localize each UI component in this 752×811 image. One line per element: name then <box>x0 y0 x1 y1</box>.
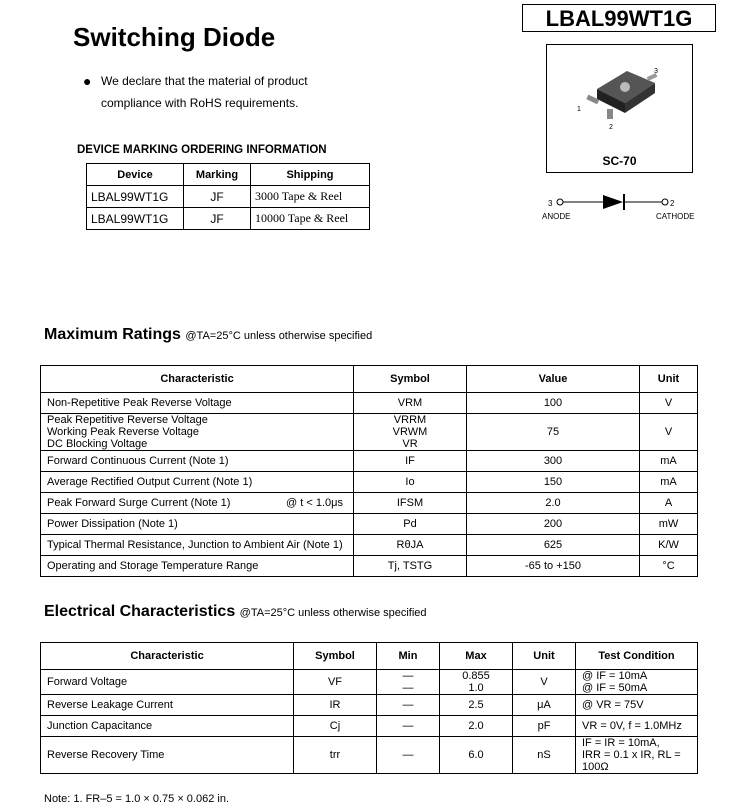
sc70-package-icon <box>586 71 657 119</box>
package-drawing <box>547 45 694 155</box>
mr-characteristic-cell <box>41 414 354 451</box>
mr-value: -65 to +150 <box>467 556 640 577</box>
mr-characteristic: Forward Continuous Current (Note 1) <box>47 455 229 467</box>
pin-label: 2 <box>609 124 613 131</box>
pin-label: 1 <box>577 106 581 113</box>
table-row <box>41 737 698 774</box>
mr-characteristic-cell <box>41 393 354 414</box>
mr-unit: A <box>640 493 698 514</box>
elec-heading <box>44 603 427 621</box>
marking-header-marking: Marking <box>184 164 251 186</box>
max-ratings-table <box>40 365 698 577</box>
mr-characteristic: Peak Repetitive Reverse Voltage Working Peak Reverse Voltage DC Blocking Voltage <box>47 414 208 450</box>
mr-unit: K/W <box>640 535 698 556</box>
note-label: Note: <box>44 793 71 805</box>
marking-cell: LBAL99WT1G <box>87 186 184 208</box>
marking-cell: 3000 Tape & Reel <box>251 186 370 208</box>
table-row <box>41 670 698 695</box>
mr-value: 100 <box>467 393 640 414</box>
bullet-dot-icon: ● <box>83 73 92 89</box>
max-ratings-heading <box>44 326 372 344</box>
rohs-bullet <box>83 70 363 114</box>
ec-test-condition: @ IF = 10mA @ IF = 50mA <box>576 670 698 695</box>
table-row <box>41 716 698 737</box>
mr-value: 150 <box>467 472 640 493</box>
ec-symbol: Cj <box>294 716 377 737</box>
mr-characteristic-cell <box>41 472 354 493</box>
mr-condition: @ t < 1.0μs <box>286 497 343 509</box>
marking-cell: LBAL99WT1G <box>87 208 184 230</box>
table-row <box>41 414 698 451</box>
elec-condition: @TA=25°C unless otherwise specified <box>239 607 427 619</box>
ec-characteristic: Junction Capacitance <box>41 716 294 737</box>
mr-symbol: Io <box>354 472 467 493</box>
mr-unit: V <box>640 414 698 451</box>
mr-symbol: Tj, TSTG <box>354 556 467 577</box>
mr-unit: mA <box>640 451 698 472</box>
package-name: SC-70 <box>602 154 637 168</box>
mr-value: 625 <box>467 535 640 556</box>
ec-header: Characteristic <box>41 643 294 670</box>
rohs-text: We declare that the material of product compliance with RoHS requirements. <box>101 74 308 110</box>
table-row <box>41 472 698 493</box>
mr-header: Unit <box>640 366 698 393</box>
mr-unit: mA <box>640 472 698 493</box>
ec-symbol: trr <box>294 737 377 774</box>
marking-section-title: DEVICE MARKING ORDERING INFORMATION <box>77 144 327 156</box>
mr-characteristic-cell <box>41 451 354 472</box>
marking-cell: JF <box>184 186 251 208</box>
marking-table <box>86 163 370 230</box>
marking-cell: JF <box>184 208 251 230</box>
marking-cell: 10000 Tape & Reel <box>251 208 370 230</box>
mr-characteristic: Peak Forward Surge Current (Note 1) <box>47 497 231 509</box>
anode-pin: 3 <box>548 199 553 208</box>
table-row <box>41 514 698 535</box>
ec-test-condition: IF = IR = 10mA, IRR = 0.1 x IR, RL = 100Ω <box>576 737 698 774</box>
page-title: Switching Diode <box>73 22 276 52</box>
table-row <box>87 186 370 208</box>
mr-characteristic: Typical Thermal Resistance, Junction to Ambient Air (Note 1) <box>47 539 343 551</box>
ec-unit: pF <box>513 716 576 737</box>
ec-min: — <box>377 695 440 716</box>
mr-symbol: Pd <box>354 514 467 535</box>
ec-test-condition: VR = 0V, f = 1.0MHz <box>576 716 698 737</box>
mr-characteristic-cell <box>41 493 354 514</box>
mr-characteristic: Operating and Storage Temperature Range <box>47 560 259 572</box>
anode-label: ANODE <box>542 212 571 221</box>
cathode-pin: 2 <box>670 199 675 208</box>
max-ratings-condition: @TA=25°C unless otherwise specified <box>185 330 373 342</box>
note-text: 1. FR–5 = 1.0 × 0.75 × 0.062 in. <box>73 793 229 805</box>
ec-characteristic: Reverse Recovery Time <box>41 737 294 774</box>
mr-value: 200 <box>467 514 640 535</box>
mr-characteristic-cell <box>41 535 354 556</box>
ec-characteristic: Reverse Leakage Current <box>41 695 294 716</box>
mr-symbol: VRM <box>354 393 467 414</box>
ec-max: 2.0 <box>440 716 513 737</box>
ec-header: Max <box>440 643 513 670</box>
part-number: LBAL99WT1G <box>522 4 716 32</box>
marking-header-device: Device <box>87 164 184 186</box>
ec-min: — <box>377 737 440 774</box>
ec-header: Min <box>377 643 440 670</box>
ec-header: Test Condition <box>576 643 698 670</box>
mr-symbol: VRRM VRWM VR <box>354 414 467 451</box>
mr-header: Characteristic <box>41 366 354 393</box>
ec-min: — <box>377 716 440 737</box>
ec-max: 6.0 <box>440 737 513 774</box>
ec-unit: μA <box>513 695 576 716</box>
ec-symbol: VF <box>294 670 377 695</box>
marking-header-shipping: Shipping <box>251 164 370 186</box>
table-row <box>41 451 698 472</box>
ec-unit: nS <box>513 737 576 774</box>
mr-value: 2.0 <box>467 493 640 514</box>
mr-value: 75 <box>467 414 640 451</box>
mr-unit: V <box>640 393 698 414</box>
mr-header: Symbol <box>354 366 467 393</box>
diode-symbol-icon <box>540 192 700 222</box>
table-row <box>41 535 698 556</box>
ec-header: Unit <box>513 643 576 670</box>
table-row <box>87 208 370 230</box>
mr-characteristic-cell <box>41 514 354 535</box>
mr-characteristic-cell <box>41 556 354 577</box>
mr-header: Value <box>467 366 640 393</box>
ec-unit: V <box>513 670 576 695</box>
mr-symbol: RθJA <box>354 535 467 556</box>
table-row <box>41 393 698 414</box>
ec-max: 0.855 1.0 <box>440 670 513 695</box>
elec-title: Electrical Characteristics <box>44 603 236 620</box>
mr-symbol: IFSM <box>354 493 467 514</box>
table-row <box>41 493 698 514</box>
mr-value: 300 <box>467 451 640 472</box>
cathode-label: CATHODE <box>656 212 695 221</box>
ec-symbol: IR <box>294 695 377 716</box>
mr-unit: °C <box>640 556 698 577</box>
max-ratings-title: Maximum Ratings <box>44 326 181 343</box>
elec-table <box>40 642 698 774</box>
ec-header: Symbol <box>294 643 377 670</box>
ec-min: — — <box>377 670 440 695</box>
pin-label: 3 <box>654 68 658 75</box>
mr-symbol: IF <box>354 451 467 472</box>
ec-characteristic: Forward Voltage <box>41 670 294 695</box>
ec-test-condition: @ VR = 75V <box>576 695 698 716</box>
mr-characteristic: Power Dissipation (Note 1) <box>47 518 178 530</box>
ec-max: 2.5 <box>440 695 513 716</box>
mr-characteristic: Average Rectified Output Current (Note 1) <box>47 476 253 488</box>
table-row <box>41 556 698 577</box>
mr-unit: mW <box>640 514 698 535</box>
footnote <box>44 793 229 805</box>
table-row <box>41 695 698 716</box>
mr-characteristic: Non-Repetitive Peak Reverse Voltage <box>47 397 232 409</box>
